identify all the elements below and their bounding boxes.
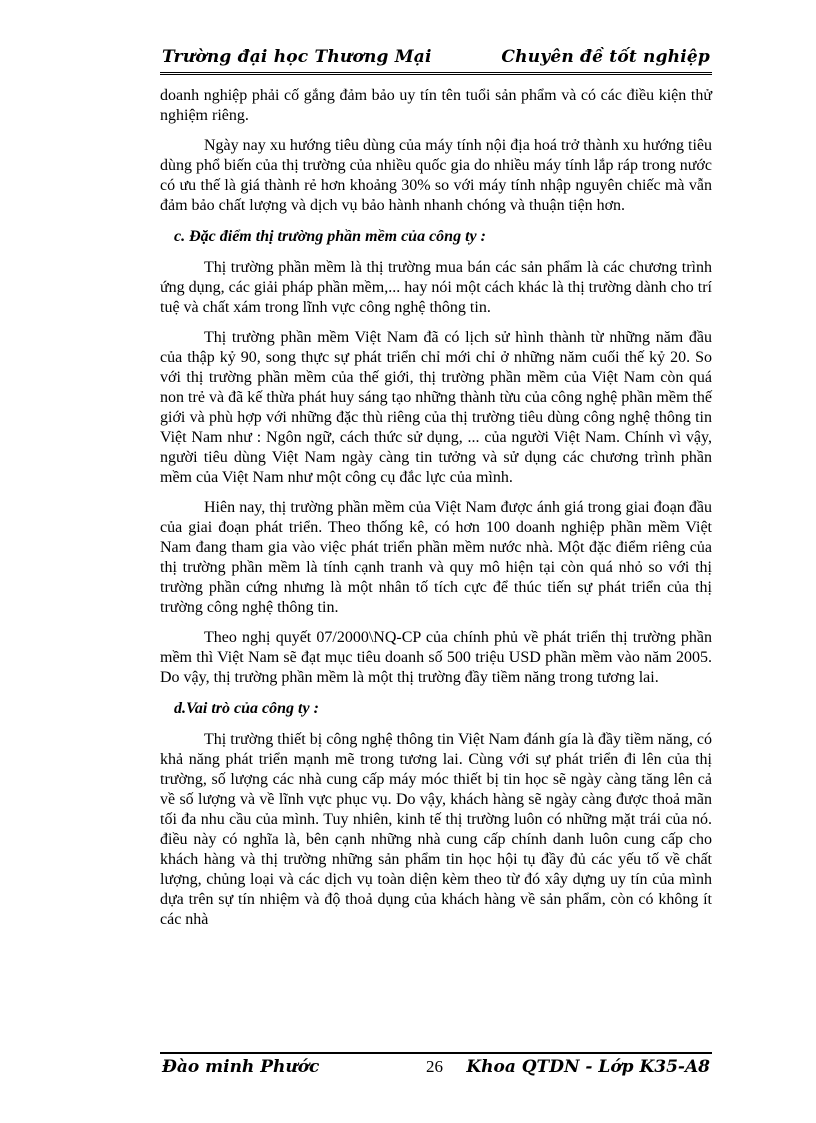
paragraph-government-resolution: Theo nghị quyết 07/2000\NQ-CP của chính phủ về phát triển thị trường phần mềm thì Việt Nam sẽ đạt mục tiêu doanh số 500 triệu USD phần mềm vào năm 2005. Do vậy, thị trường phần mềm là một thị trường đầy tiềm năng trong tương lai. — [160, 629, 712, 686]
footer-class-info: Khoa QTDN - Lớp K35-A8 — [466, 1057, 710, 1077]
header-document-type: Chuyên đề tốt nghiệp — [501, 47, 710, 67]
paragraph-software-market-history: Thị trường phần mềm Việt Nam đã có lịch sử hình thành từ những năm đầu của thập kỷ 90, song thực sự phát triển chỉ mới chỉ ở những năm cuối thế kỷ 20. So với thị trường phần mềm của thế giới, thị trường phần mềm của Việt Nam còn quá non trẻ và đã kế thừa phát huy sáng tạo những thành từu của công nghệ phần mềm thế giới và phù hợp với những đặc thù riêng của thị trường tiêu dùng công nghệ thông tin Việt Nam như : Ngôn ngữ, cách thức sử dụng, ... của người Việt Nam. Chính vì vậy, người tiêu dùng Việt Nam ngày càng tin tưởng và sử dụng các chương trình phần mềm của Việt Nam như một công cụ đắc lực của mình. — [160, 329, 712, 486]
section-heading-d: d.Vai trò của công ty : — [174, 700, 319, 717]
paragraph-company-role: Thị trường thiết bị công nghệ thông tin Việt Nam đánh gía là đầy tiềm năng, có khả năng phát triển mạnh mẽ trong tương lai. Cùng với sự phát triển đi lên của thị trường, số lượng các nhà cung cấp máy móc thiết bị tin học sẽ ngày càng tăng lên cả về số lượng và về lĩnh vực phục vụ. Do vậy, khách hàng sẽ ngày càng được thoả mãn tối đa nhu cầu của mình. Tuy nhiên, kinh tế thị trường luôn có những mặt trái của nó. điều này có nghĩa là, bên cạnh những nhà cung cấp chính danh luôn cung cấp cho khách hàng và thị trường những sản phẩm tin học hội tụ đầy đủ các yếu tố về chất lượng, chủng loại và các dịch vụ toàn diện kèm theo từ đó xây dựng uy tín của mình dựa trên sự tín nhiệm và độ thoả dụng của khách hàng về sản phẩm, còn có không ít các nhà — [160, 731, 712, 928]
paragraph-consumer-trend: Ngày nay xu hướng tiêu dùng của máy tính nội địa hoá trở thành xu hướng tiêu dùng phổ biến của thị trường của nhiều quốc gia do nhiều máy tính lắp ráp trong nước có ưu thế là giá thành rẻ hơn khoảng 30% so với máy tính nhập nguyên chiếc mà vẫn đảm bảo chất lượng và dịch vụ bảo hành nhanh chóng và thuận tiện hơn. — [160, 137, 712, 214]
paragraph-software-market-definition: Thị trường phần mềm là thị trường mua bán các sản phẩm là các chương trình ứng dụng, các giải pháp phần mềm,... hay nói một cách khác là thị trường dành cho trí tuệ và chất xám trong lĩnh vực công nghệ thông tin. — [160, 259, 712, 316]
header-university: Trường đại học Thương Mại — [162, 47, 432, 67]
page-header — [160, 46, 712, 75]
footer-author: Đào minh Phước — [162, 1057, 320, 1077]
paragraph-continued: doanh nghiệp phải cố gắng đảm bảo uy tín tên tuổi sản phẩm và có các điều kiện thử nghiệm riêng. — [160, 87, 712, 124]
page-number: 26 — [426, 1057, 443, 1076]
paragraph-software-market-current: Hiên nay, thị trường phần mềm của Việt Nam được ánh giá trong giai đoạn đầu của giai đoạn phát triển. Theo thống kê, có hơn 100 doanh nghiệp phần mềm Việt Nam đang tham gia vào việc phát triển phần mềm nước nhà. Một đặc điểm riêng của thị trường phần mềm là tính cạnh tranh và quy mô hiện tại còn quá nhỏ so với thị trường phần cứng nhưng là một nhân tố tích cực để thúc tiến sự phát triển của thị trường công nghệ thông tin. — [160, 499, 712, 616]
page-footer — [160, 1052, 712, 1076]
section-heading-c: c. Đặc điểm thị trường phần mềm của công ty : — [174, 228, 486, 245]
document-body — [160, 86, 712, 940]
